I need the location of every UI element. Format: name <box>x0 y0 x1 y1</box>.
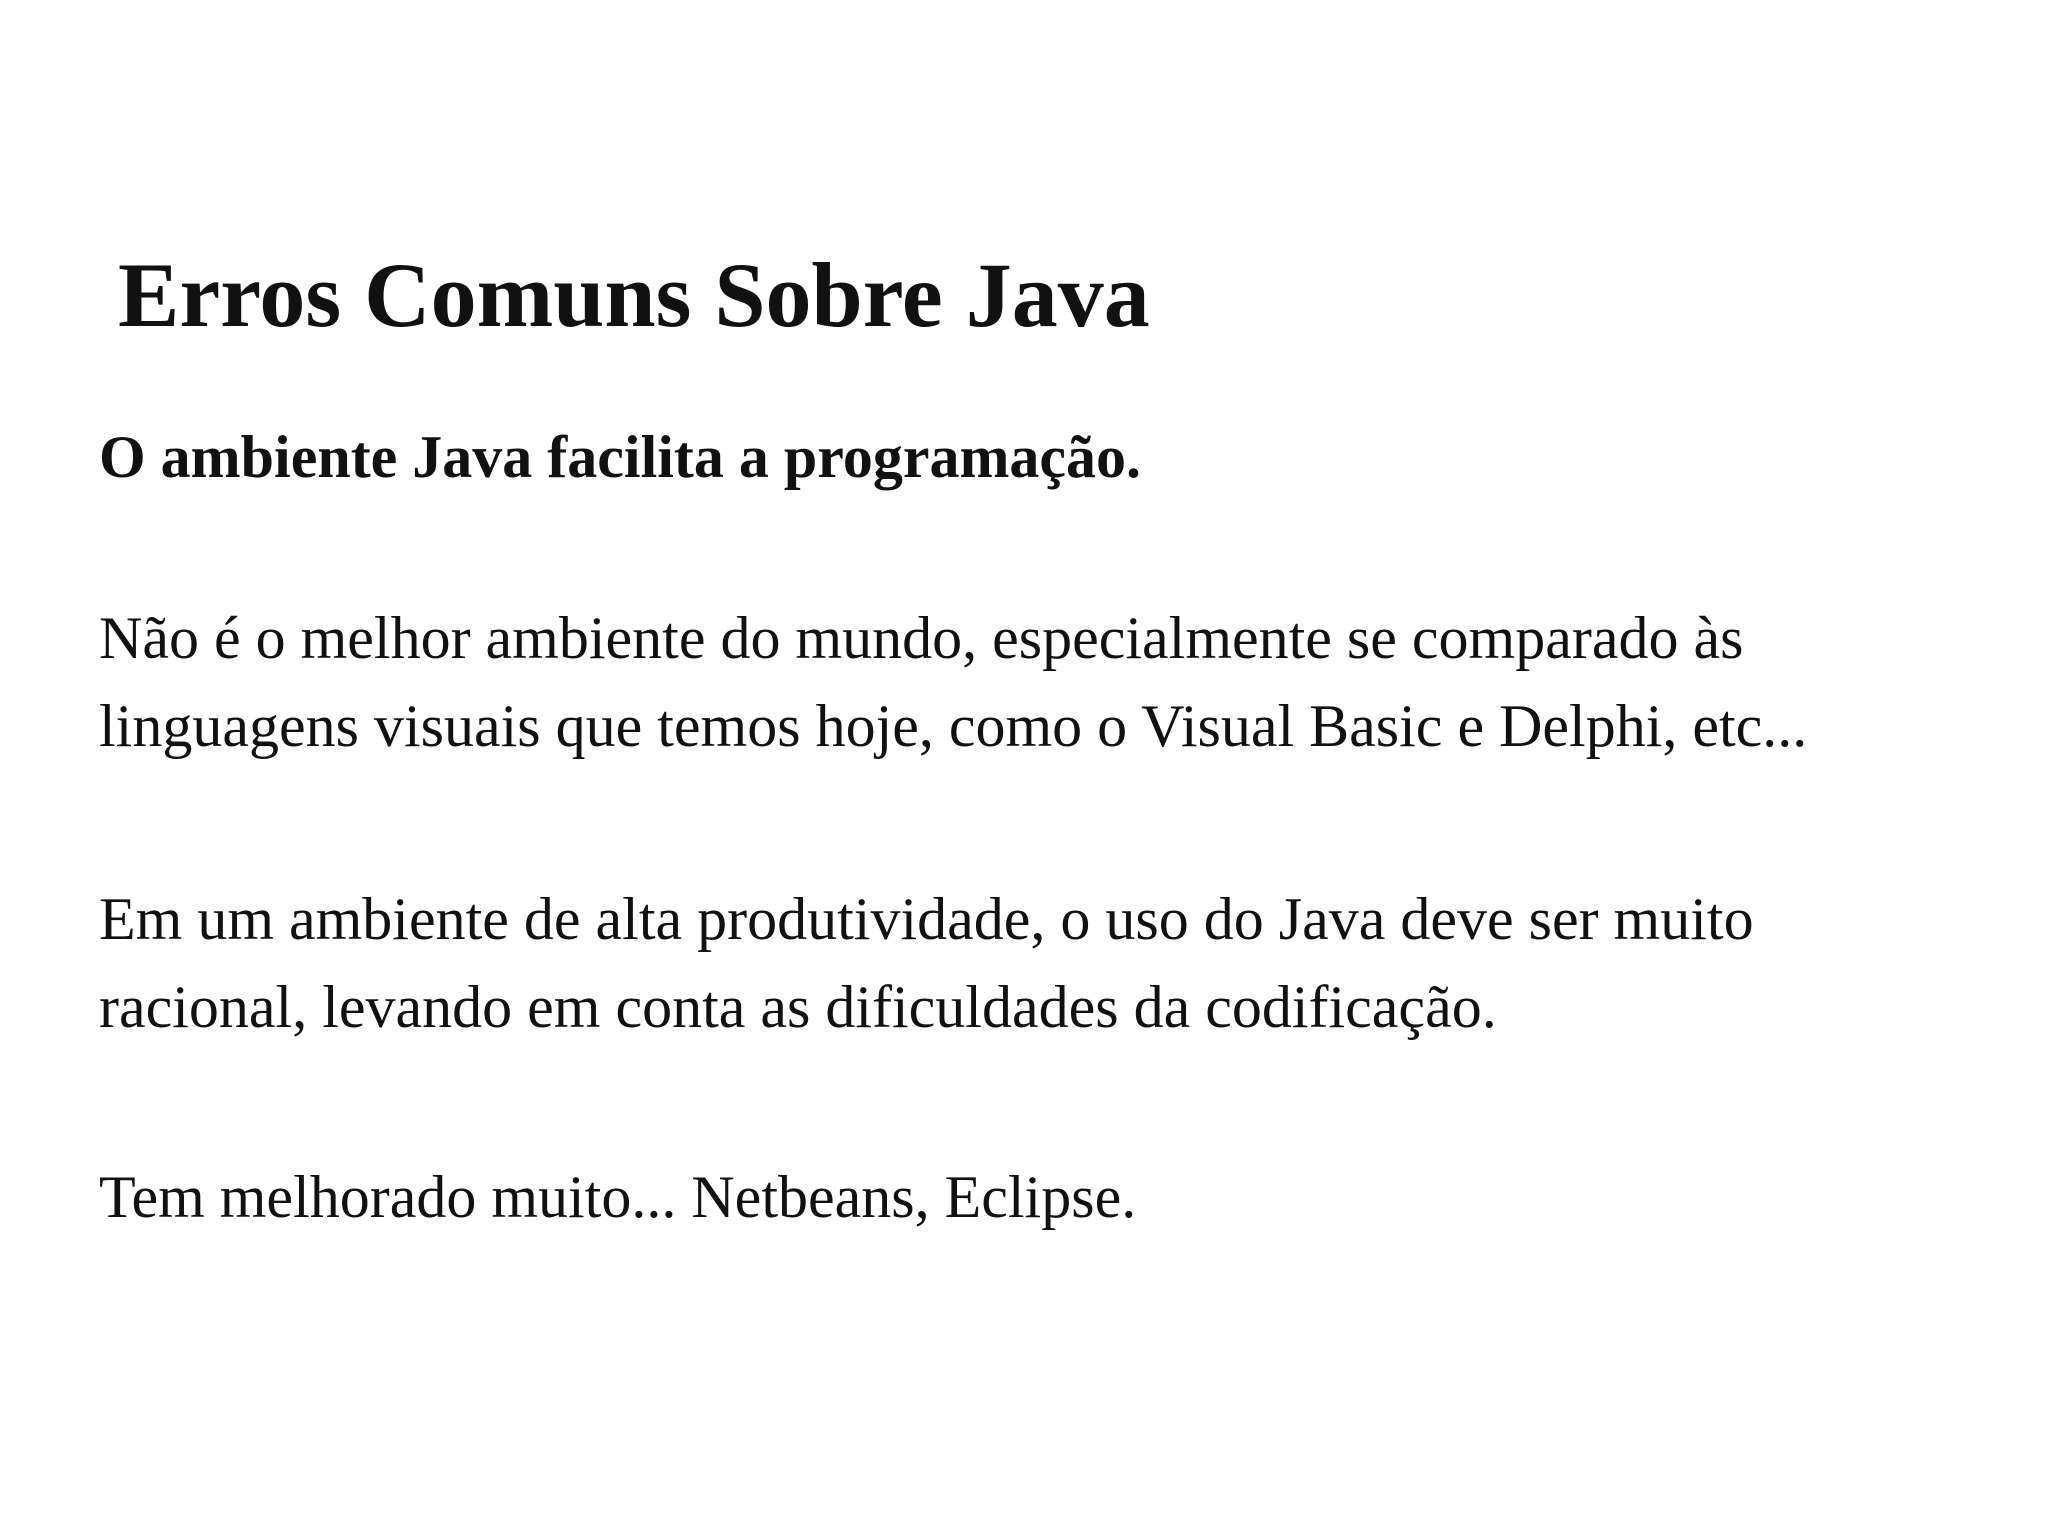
paragraph-1 <box>99 594 1807 770</box>
slide-title: Erros Comuns Sobre Java <box>118 244 1150 346</box>
paragraph-2-line-2: racional, levando em conta as dificuldades da codificação. <box>99 974 1497 1040</box>
paragraph-2 <box>99 875 1754 1051</box>
paragraph-3-line-1: Tem melhorado muito... Netbeans, Eclipse. <box>99 1164 1137 1230</box>
paragraph-1-line-2: linguagens visuais que temos hoje, como o Visual Basic e Delphi, etc... <box>99 693 1808 759</box>
slide-subtitle: O ambiente Java facilita a programação. <box>99 424 1142 490</box>
paragraph-1-line-1: Não é o melhor ambiente do mundo, especialmente se comparado às <box>99 605 1744 671</box>
paragraph-3 <box>99 1153 1136 1241</box>
paragraph-2-line-1: Em um ambiente de alta produtividade, o uso do Java deve ser muito <box>99 886 1754 952</box>
